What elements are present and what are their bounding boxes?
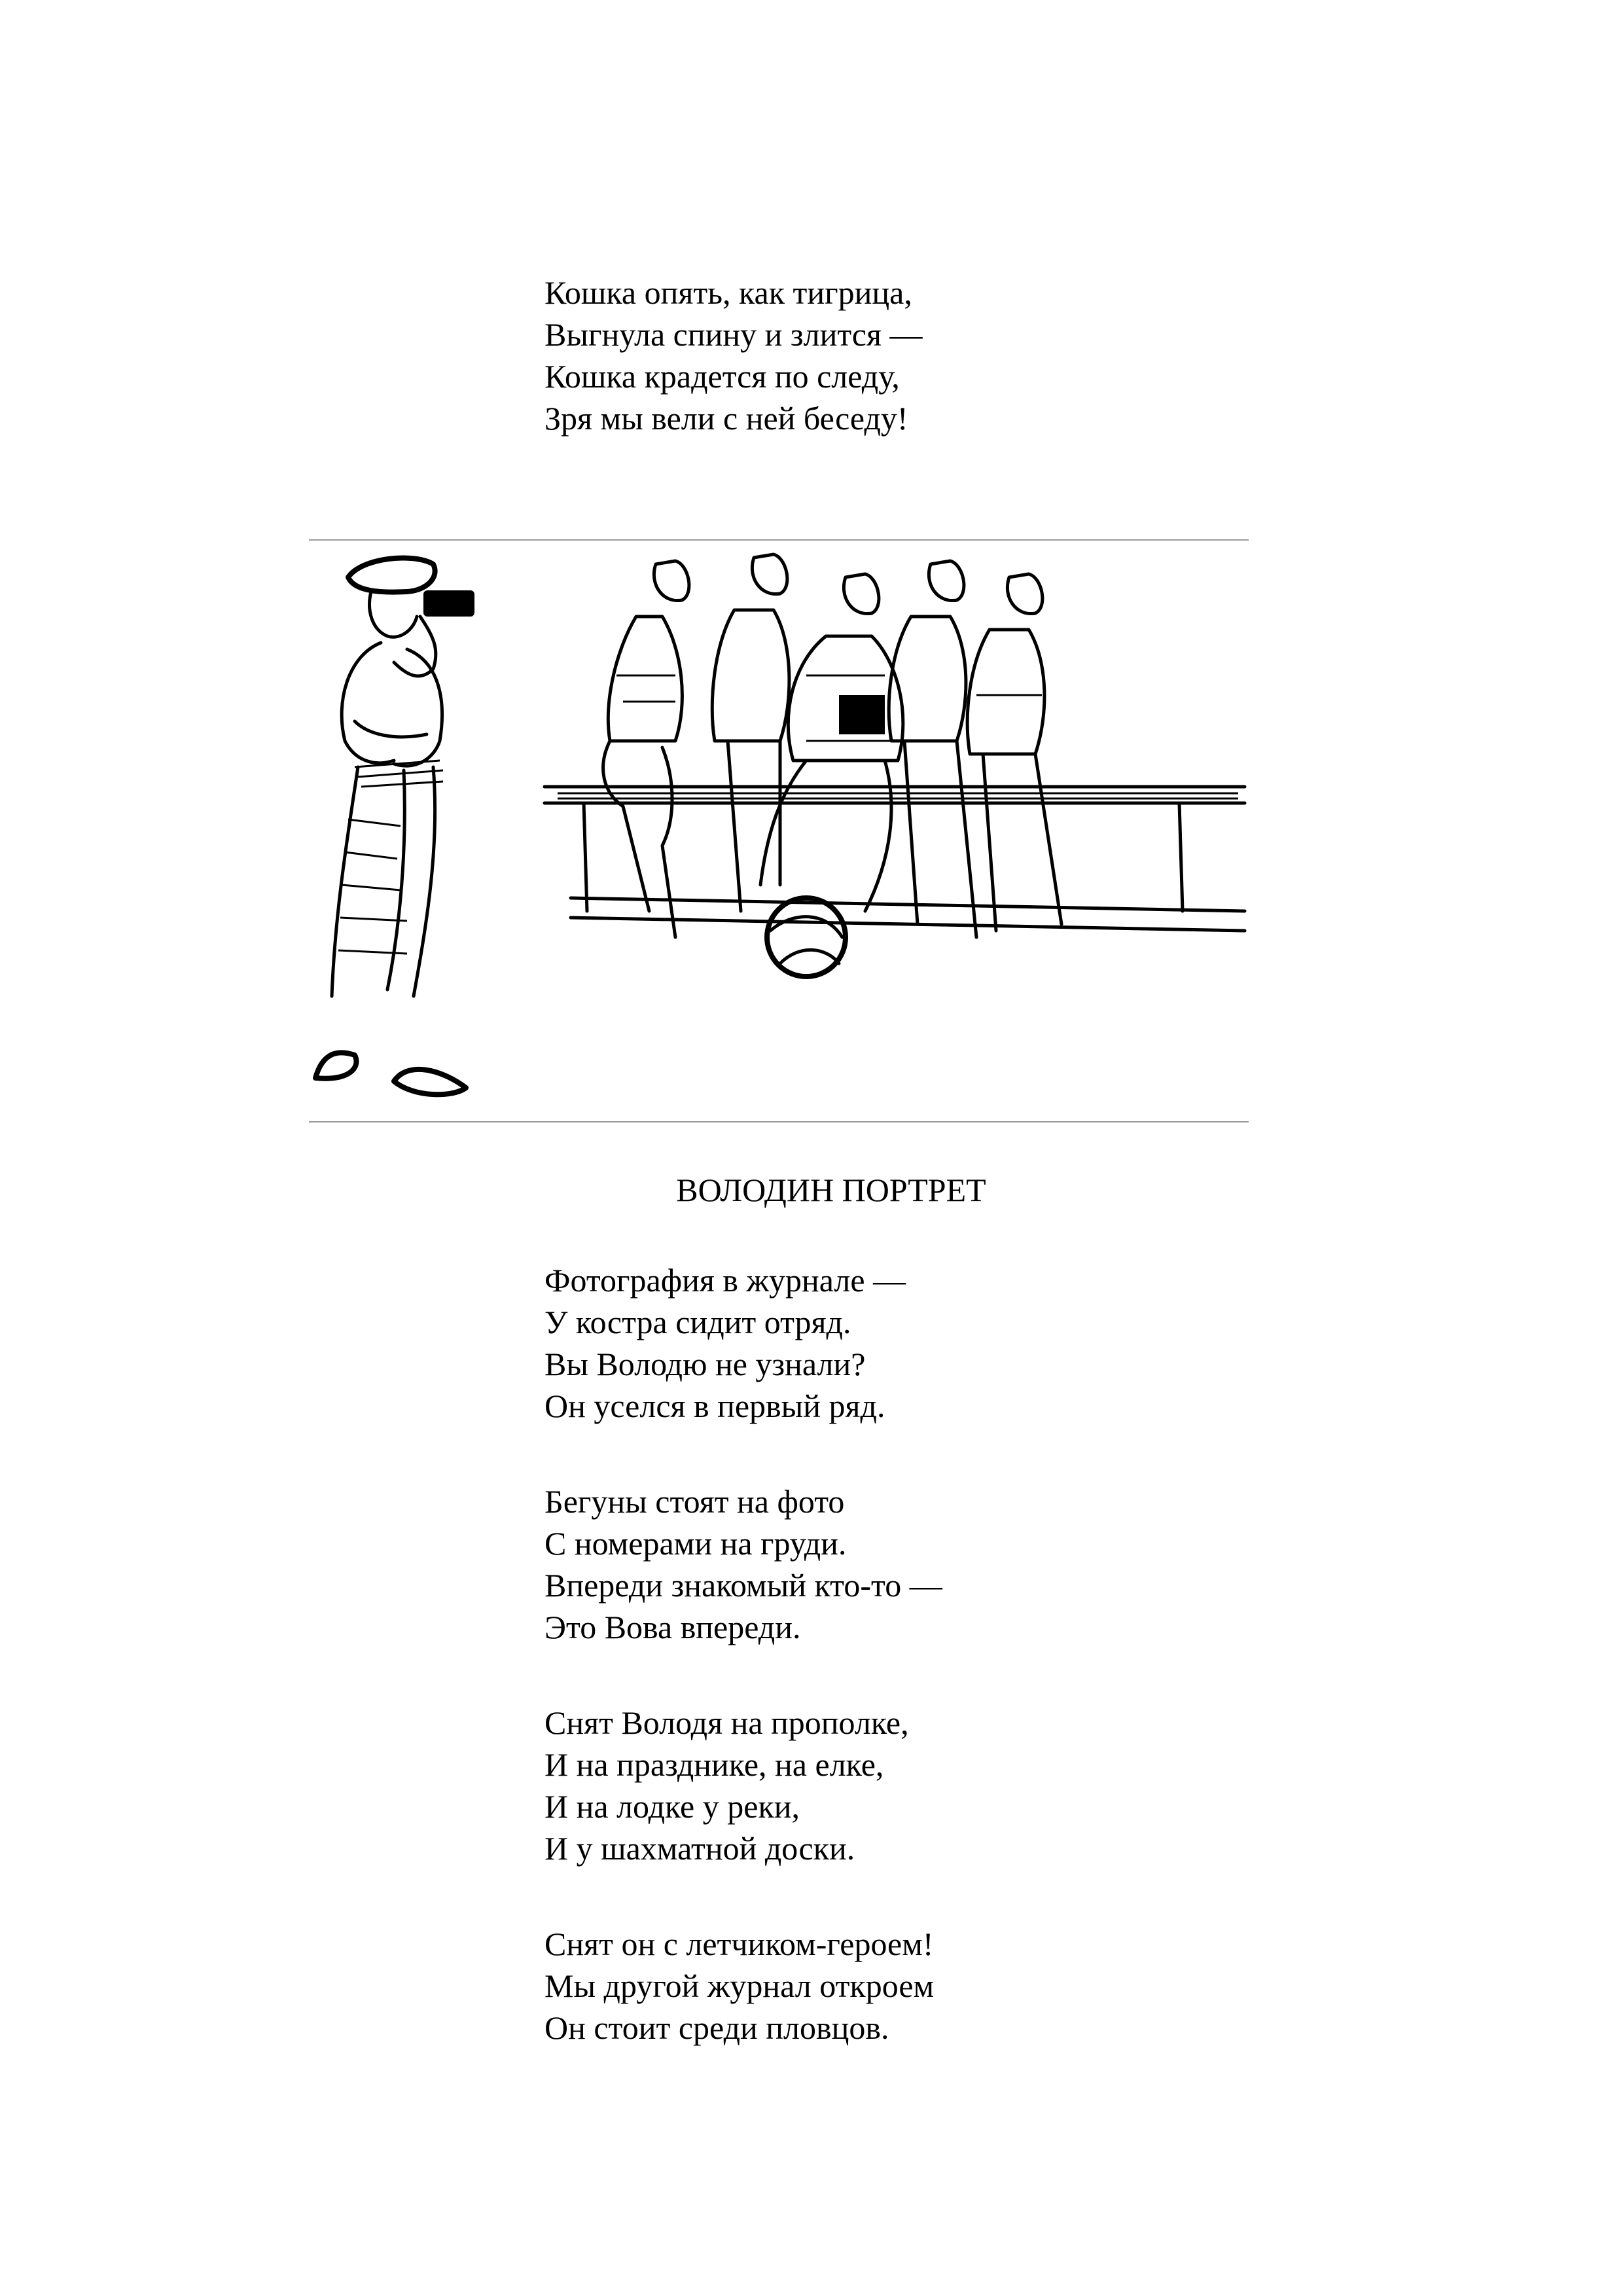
verse-line: Выгнула спину и злится —: [544, 316, 923, 353]
verse-line: Впереди знакомый кто-то —: [544, 1567, 942, 1604]
verse-line: И на лодке у реки,: [544, 1788, 800, 1825]
photographer-figure: [315, 558, 474, 1094]
verse-line: Он стоит среди пловцов.: [544, 2009, 889, 2046]
verse-line: Фотография в журнале —: [544, 1262, 906, 1299]
verse-line: Бегуны стоят на фото: [544, 1483, 845, 1520]
closing-stanza-previous-poem: [544, 272, 923, 439]
verse-line: Это Вова впереди.: [544, 1609, 801, 1645]
poem-title: ВОЛОДИН ПОРТРЕТ: [676, 1172, 986, 1208]
verse-line: Кошка опять, как тигрица,: [544, 274, 912, 311]
verse-line: Зря мы вели с ней беседу!: [544, 400, 908, 437]
photographer-and-boys-on-bench-drawing: [309, 545, 1249, 1121]
verse-line: Мы другой журнал откроем: [544, 1967, 935, 2004]
boys-group: [603, 554, 1061, 937]
illustration-bottom-rule: [309, 1121, 1249, 1122]
poem-stanza-1: [544, 1259, 906, 1427]
verse-line: Снят он с летчиком-героем!: [544, 1926, 934, 1962]
verse-line: Он уселся в первый ряд.: [544, 1388, 885, 1424]
poem-stanza-2: [544, 1480, 942, 1648]
verse-line: И на празднике, на елке,: [544, 1746, 884, 1783]
poem-stanza-3: [544, 1702, 909, 1869]
verse-line: Кошка крадется по следу,: [544, 358, 900, 395]
poem-stanza-4: [544, 1923, 934, 2049]
verse-line: И у шахматной доски.: [544, 1830, 855, 1867]
football: [767, 898, 846, 977]
verse-line: Снят Володя на прополке,: [544, 1704, 909, 1741]
verse-line: С номерами на груди.: [544, 1525, 847, 1562]
illustration-top-rule: [309, 539, 1249, 541]
verse-line: У костра сидит отряд.: [544, 1304, 851, 1340]
verse-line: Вы Володю не узнали?: [544, 1346, 866, 1382]
